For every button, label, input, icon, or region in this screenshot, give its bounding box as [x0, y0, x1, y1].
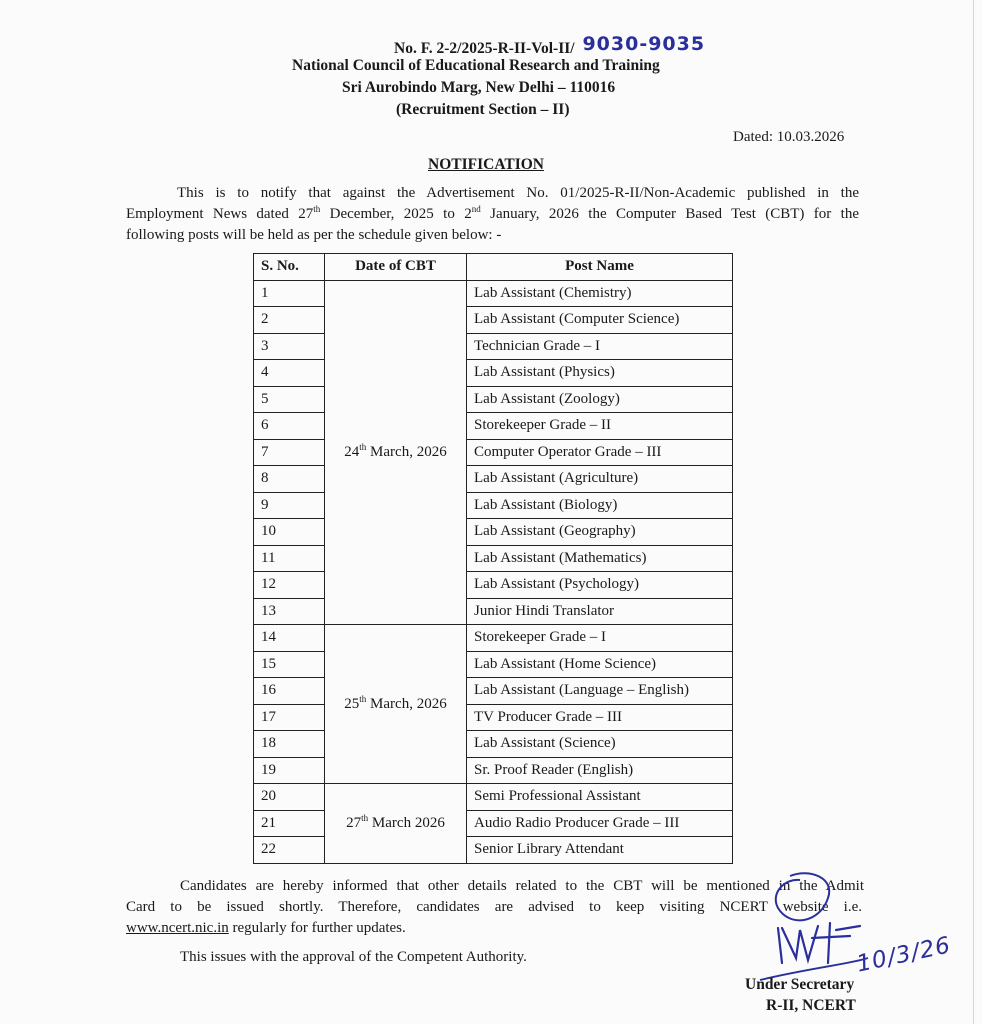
- cell-post-name: Lab Assistant (Biology): [467, 492, 733, 519]
- cell-sno: 13: [254, 598, 325, 625]
- cell-post-name: Lab Assistant (Zoology): [467, 386, 733, 413]
- signatory-office: R-II, NCERT: [766, 997, 856, 1014]
- cell-post-name: Lab Assistant (Chemistry): [467, 280, 733, 307]
- approval-line: This issues with the approval of the Competent Authority.: [180, 949, 527, 965]
- cell-sno: 14: [254, 625, 325, 652]
- header-date: Date of CBT: [325, 254, 467, 281]
- file-number: [394, 33, 706, 58]
- cell-post-name: Lab Assistant (Language – English): [467, 678, 733, 705]
- cell-cbt-date: 24th March, 2026: [325, 280, 467, 625]
- handwritten-signature-date: 10/3/26: [854, 932, 954, 978]
- cbt-schedule-table: [253, 253, 733, 864]
- cell-sno: 1: [254, 280, 325, 307]
- cell-post-name: Audio Radio Producer Grade – III: [467, 810, 733, 837]
- cell-cbt-date: 25th March, 2026: [325, 625, 467, 784]
- cell-sno: 16: [254, 678, 325, 705]
- org-address: Sri Aurobindo Marg, New Delhi – 110016: [342, 79, 616, 96]
- cell-sno: 12: [254, 572, 325, 599]
- cell-post-name: TV Producer Grade – III: [467, 704, 733, 731]
- intro-line-3: following posts will be held as per the schedule given below: -: [126, 227, 502, 243]
- footer-line-2: Card to be issued shortly. Therefore, candidates are advised to keep visiting NCERT website i.e.: [126, 899, 862, 915]
- cell-post-name: Lab Assistant (Science): [467, 731, 733, 758]
- cell-post-name: Lab Assistant (Mathematics): [467, 545, 733, 572]
- handwritten-dispatch-number: 9030-9035: [582, 33, 706, 55]
- cell-post-name: Sr. Proof Reader (English): [467, 757, 733, 784]
- intro-line-2: Employment News dated 27th December, 2025 to 2nd January, 2026 the Computer Based Test (CBT) for the: [126, 204, 859, 222]
- signature-scribble: [700, 868, 960, 988]
- table-row: [254, 280, 733, 307]
- cell-post-name: Lab Assistant (Geography): [467, 519, 733, 546]
- cell-sno: 6: [254, 413, 325, 440]
- cell-post-name: Storekeeper Grade – II: [467, 413, 733, 440]
- header-sno: S. No.: [254, 254, 325, 281]
- footer-line-3: www.ncert.nic.in regularly for further updates.: [126, 920, 406, 936]
- intro-line-1: This is to notify that against the Advertisement No. 01/2025-R-II/Non-Academic published in the: [177, 185, 859, 201]
- ncert-website-link[interactable]: www.ncert.nic.in: [126, 920, 229, 936]
- cell-sno: 21: [254, 810, 325, 837]
- dated: Dated: 10.03.2026: [733, 129, 845, 145]
- cell-post-name: Technician Grade – I: [467, 333, 733, 360]
- cell-post-name: Junior Hindi Translator: [467, 598, 733, 625]
- cell-sno: 18: [254, 731, 325, 758]
- cell-post-name: Senior Library Attendant: [467, 837, 733, 864]
- cell-post-name: Lab Assistant (Home Science): [467, 651, 733, 678]
- cell-sno: 3: [254, 333, 325, 360]
- org-name: National Council of Educational Research and Training: [292, 57, 660, 74]
- cell-sno: 7: [254, 439, 325, 466]
- cell-post-name: Computer Operator Grade – III: [467, 439, 733, 466]
- cell-sno: 20: [254, 784, 325, 811]
- notification-title: NOTIFICATION: [428, 156, 544, 173]
- cell-sno: 15: [254, 651, 325, 678]
- header-post: Post Name: [467, 254, 733, 281]
- table-row: [254, 784, 733, 811]
- cell-post-name: Lab Assistant (Physics): [467, 360, 733, 387]
- file-number-text: No. F. 2-2/2025-R-II-Vol-II/: [394, 40, 575, 57]
- cell-sno: 17: [254, 704, 325, 731]
- cell-sno: 19: [254, 757, 325, 784]
- cell-post-name: Lab Assistant (Computer Science): [467, 307, 733, 334]
- section-name: (Recruitment Section – II): [396, 101, 570, 118]
- table-row: [254, 625, 733, 652]
- cell-post-name: Semi Professional Assistant: [467, 784, 733, 811]
- cell-sno: 9: [254, 492, 325, 519]
- cell-sno: 2: [254, 307, 325, 334]
- cell-cbt-date: 27th March 2026: [325, 784, 467, 864]
- cell-sno: 10: [254, 519, 325, 546]
- cell-post-name: Lab Assistant (Agriculture): [467, 466, 733, 493]
- page-edge: [973, 0, 974, 1024]
- table-header-row: [254, 254, 733, 281]
- cell-sno: 8: [254, 466, 325, 493]
- cell-post-name: Storekeeper Grade – I: [467, 625, 733, 652]
- cell-post-name: Lab Assistant (Psychology): [467, 572, 733, 599]
- cell-sno: 22: [254, 837, 325, 864]
- footer-line-1: Candidates are hereby informed that other details related to the CBT will be mentioned in the Admit: [180, 878, 864, 894]
- signatory-designation: Under Secretary: [745, 976, 855, 993]
- cell-sno: 11: [254, 545, 325, 572]
- cell-sno: 4: [254, 360, 325, 387]
- cell-sno: 5: [254, 386, 325, 413]
